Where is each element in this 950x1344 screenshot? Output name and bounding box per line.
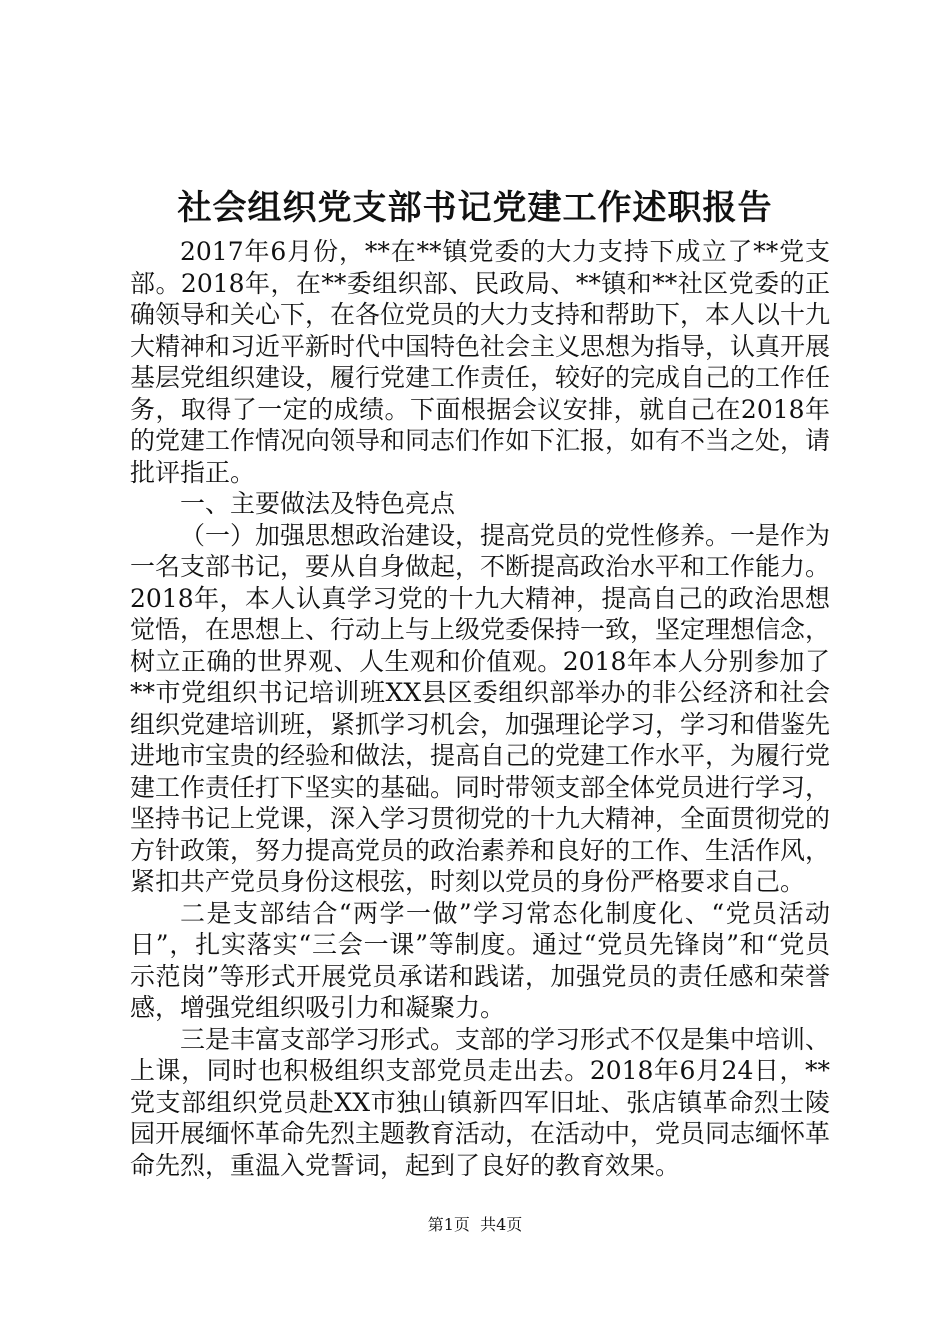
page-title: 社会组织党支部书记党建工作述职报告	[177, 188, 773, 228]
section-heading: 一、主要做法及特色亮点	[180, 489, 456, 518]
paragraph-subsection-one: （一）加强思想政治建设，提高党员的党性修养。一是作为一名支部书记，要从自身做起，不断提高政治水平和工作能力。2018年，本人认真学习党的十九大精神，提高自己的政治思想觉悟，在思想上、行动上与上级党委保持一致，坚定理想信念，树立正确的世界观、人生观和价值观。2018年本人分别参加了**市党组织书记培训班XX县区委组织部举办的非公经济和社会组织党建培训班，紧抓学习机会，加强理论学习，学习和借鉴先进地市宝贵的经验和做法，提高自己的党建工作水平，为履行党建工作责任打下坚实的基础。同时带领支部全体党员进行学习，坚持书记上党课，深入学习贯彻党的十九大精神，全面贯彻党的方针政策，努力提高党员的政治素养和良好的工作、生活作风，紧扣共产党员身份这根弦，时刻以党员的身份严格要求自己。	[130, 520, 831, 896]
paragraph-intro: 2017年6月份，**在**镇党委的大力支持下成立了**党支部。2018年，在**委组织部、民政局、**镇和**社区党委的正确领导和关心下，在各位党员的大力支持和帮助下，本人以十九大精神和习近平新时代中国特色社会主义思想为指导，认真开展基层党组织建设，履行党建工作责任，较好的完成自己的工作任务，取得了一定的成绩。下面根据会议安排，就自己在2018年的党建工作情况向领导和同志们作如下汇报，如有不当之处，请批评指正。	[130, 237, 831, 487]
document-body	[130, 236, 830, 1181]
page-number: 第1页	[427, 1215, 470, 1234]
page-footer	[0, 1214, 950, 1236]
paragraph-point-three: 三是丰富支部学习形式。支部的学习形式不仅是集中培训、上课，同时也积极组织支部党员走出去。2018年6月24日，**党支部组织党员赴XX市独山镇新四军旧址、张店镇革命烈士陵园开展缅怀革命先烈主题教育活动，在活动中，党员同志缅怀革命先烈，重温入党誓词，起到了良好的教育效果。	[130, 1024, 831, 1180]
paragraph-point-two: 二是支部结合“两学一做”学习常态化制度化、“党员活动日”，扎实落实“三会一课”等制度。通过“党员先锋岗”和“党员示范岗”等形式开展党员承诺和践诺，加强党员的责任感和荣誉感，增强党组织吸引力和凝聚力。	[130, 898, 830, 1022]
page-total: 共4页	[480, 1215, 523, 1234]
